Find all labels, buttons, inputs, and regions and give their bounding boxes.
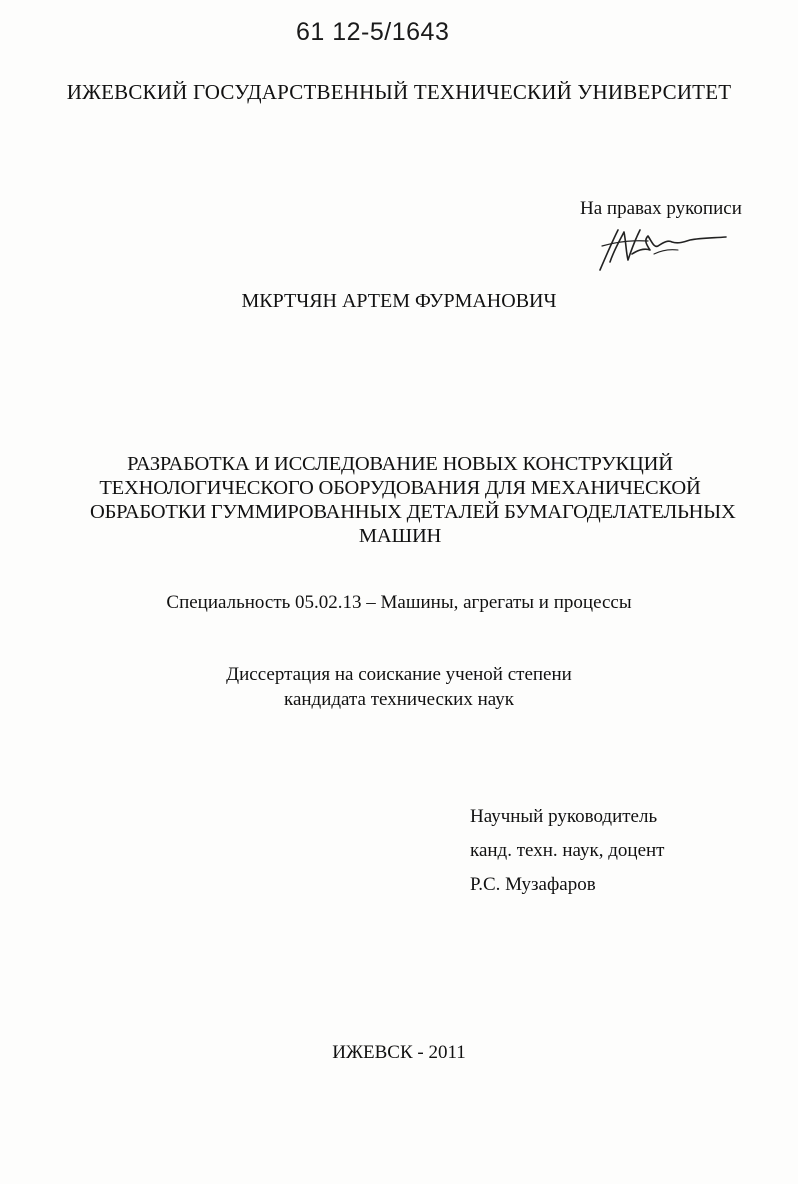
manuscript-rights-note: На правах рукописи	[580, 198, 742, 219]
supervisor-name: Р.С. Музафаров	[470, 874, 596, 895]
author-signature	[592, 220, 732, 276]
title-line: РАЗРАБОТКА И ИССЛЕДОВАНИЕ НОВЫХ КОНСТРУКЦИЙ	[127, 453, 673, 475]
place-and-year: ИЖЕВСК - 2011	[332, 1042, 466, 1063]
author-name: МКРТЧЯН АРТЕМ ФУРМАНОВИЧ	[241, 290, 557, 312]
supervisor-role: Научный руководитель	[470, 806, 658, 827]
title-line: ОБРАБОТКИ ГУММИРОВАННЫХ ДЕТАЛЕЙ БУМАГОДЕЛАТЕЛЬНЫХ	[90, 501, 736, 523]
degree-line: Диссертация на соискание ученой степени	[226, 664, 572, 685]
title-line: ТЕХНОЛОГИЧЕСКОГО ОБОРУДОВАНИЯ ДЛЯ МЕХАНИЧЕСКОЙ	[99, 477, 701, 499]
scientific-supervisor	[470, 800, 664, 902]
university-name: ИЖЕВСКИЙ ГОСУДАРСТВЕННЫЙ ТЕХНИЧЕСКИЙ УНИВЕРСИТЕТ	[66, 80, 732, 104]
specialty: Специальность 05.02.13 – Машины, агрегаты и процессы	[166, 592, 632, 613]
title-line: МАШИН	[358, 525, 442, 547]
archive-stamp-number: 61 12-5/1643	[296, 18, 450, 46]
supervisor-degree: канд. техн. наук, доцент	[470, 840, 665, 861]
degree-line: кандидата технических наук	[284, 689, 514, 710]
degree-statement	[0, 662, 798, 712]
dissertation-title	[90, 452, 736, 548]
